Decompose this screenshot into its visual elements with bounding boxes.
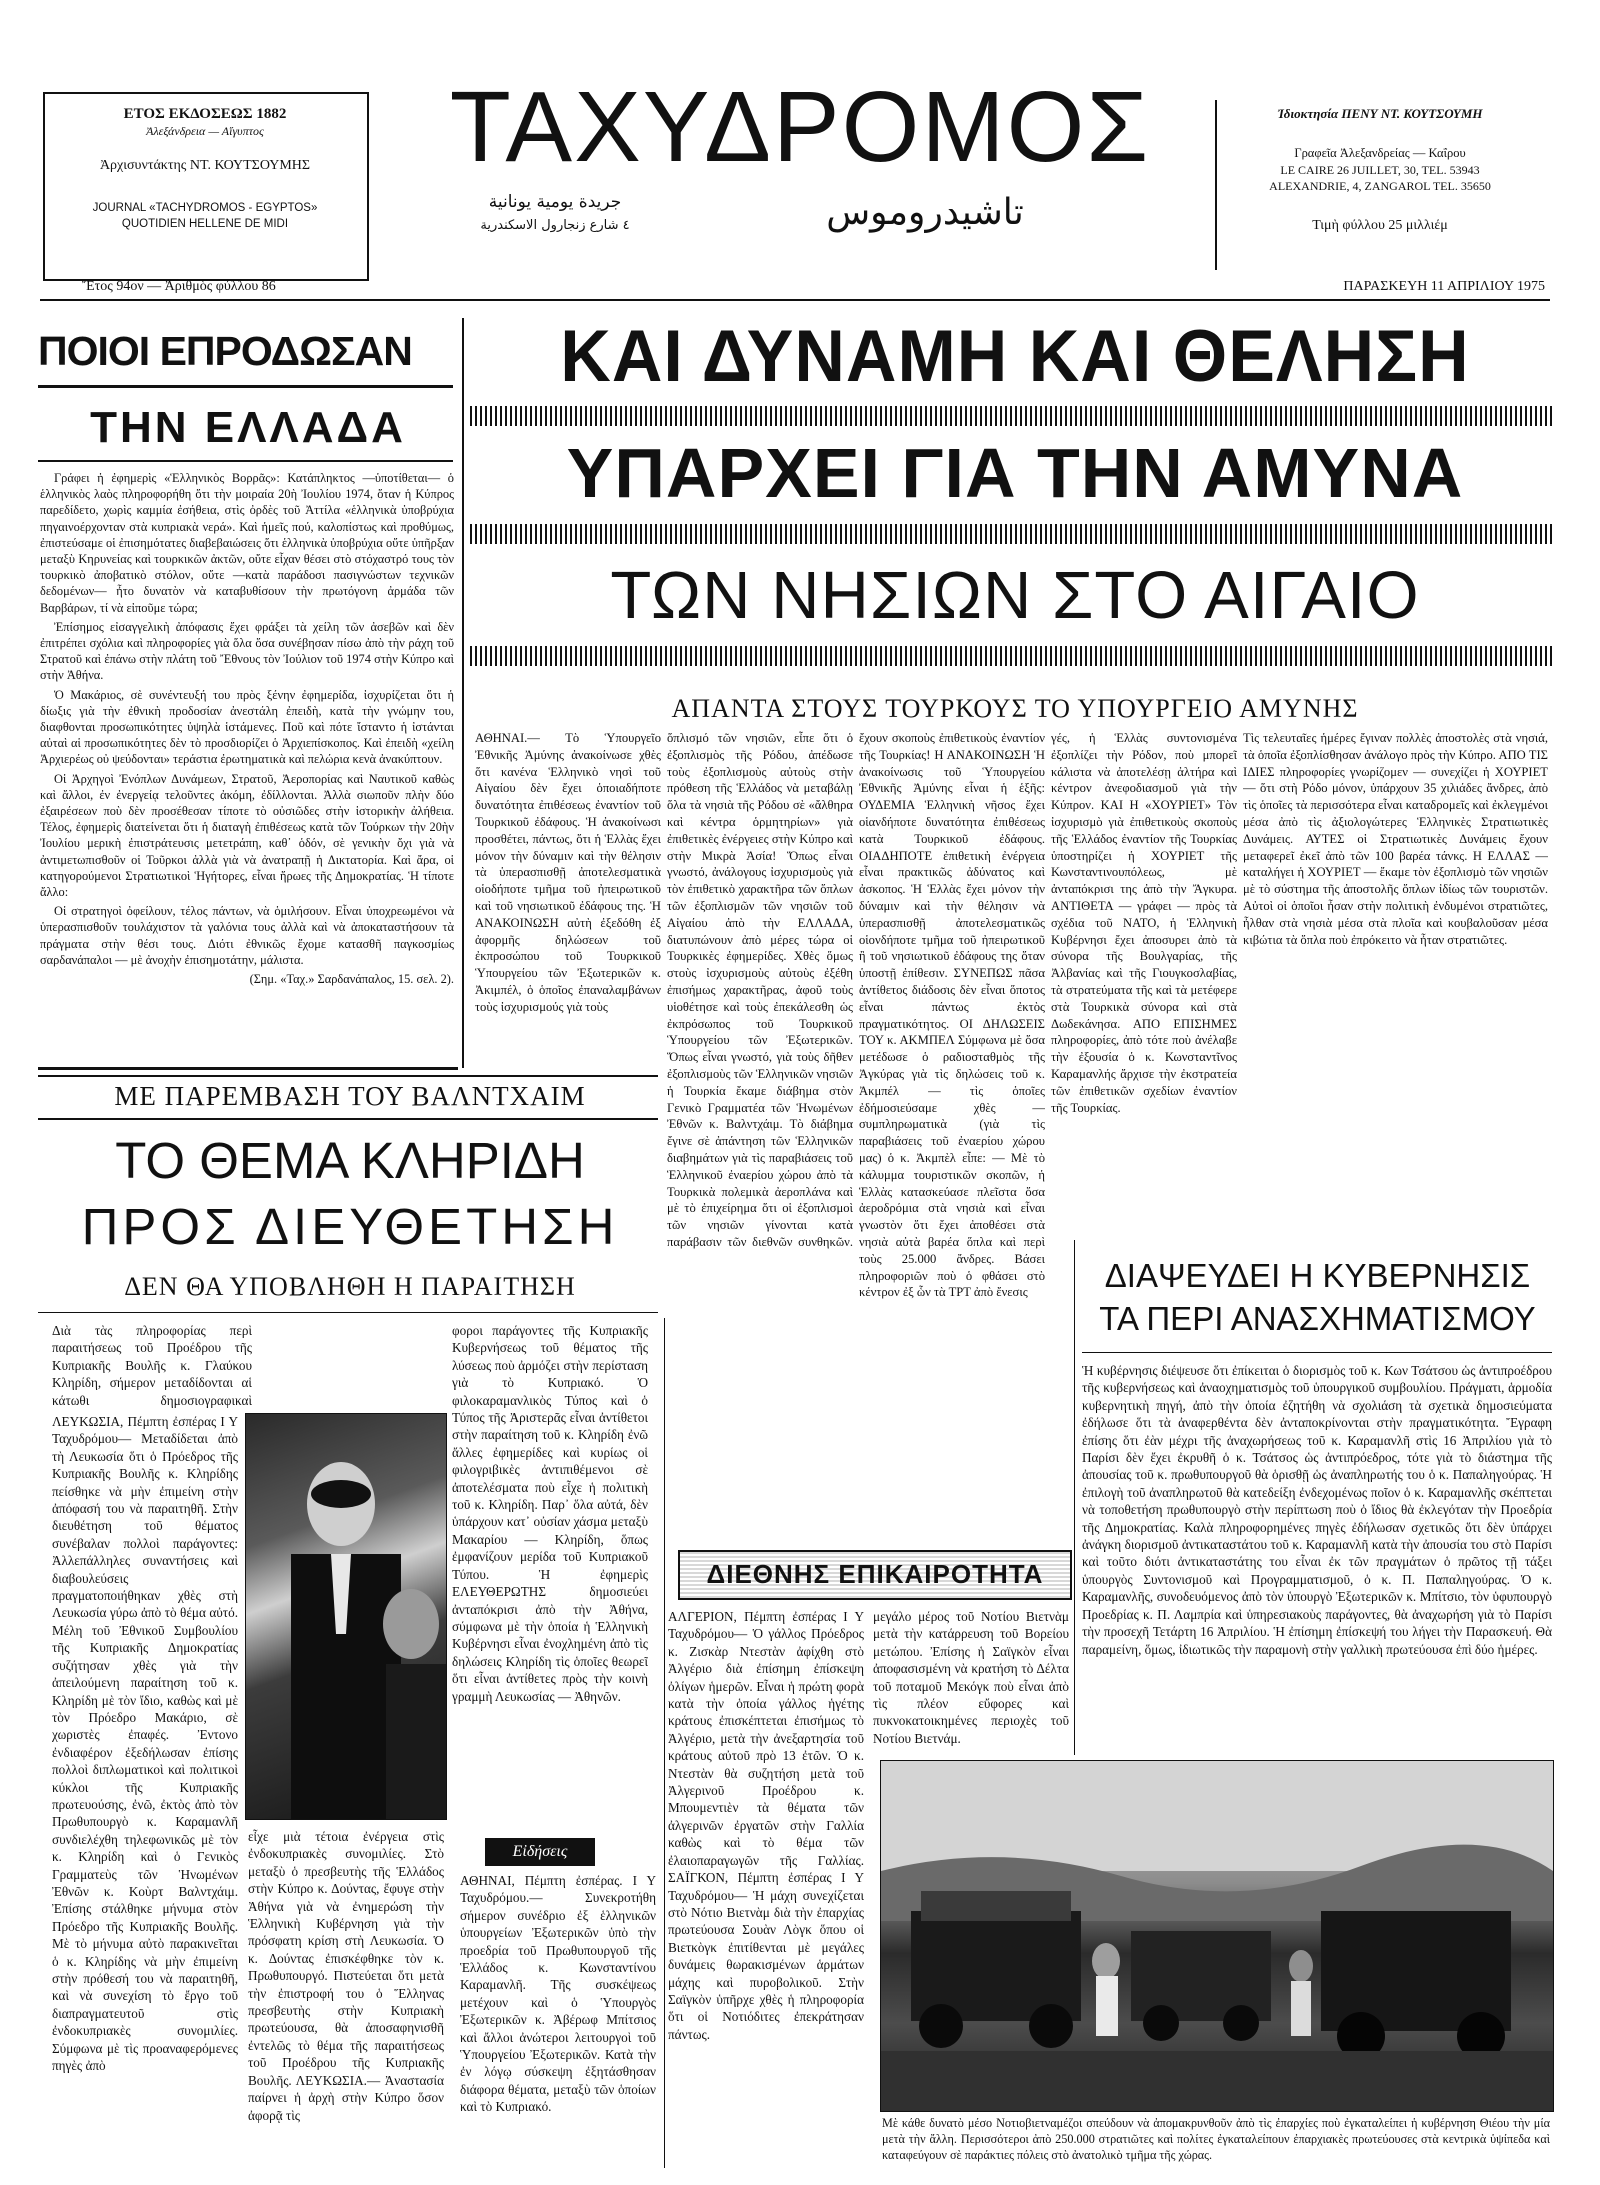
main-story-col-1: ΑΘΗΝΑΙ.— Τὸ Ὑπουργεῖο Ἐθνικῆς Ἀμύνης ἀνακοίνωσε χθὲς ὅτι κανένα Ἑλληνικὸ νησὶ τοῦ Αἰγαίου δὲν ἔχει ὁποιαδήποτε δυνατότητα ἐπιθέσεως ἐναντίον τοῦ Τουρκικοῦ ἐδάφους. Ἡ ἀνακοίνωσι προσθέτει, πάντως, ὅτι ἡ Ἑλλὰς ἔχει μόνον τὴν δύναμιν καὶ τὴν θέλησιν τὰ ὑπερασπισθῇ ἀποτελεσματικὰ οἱοδήποτε τμῆμα τοῦ ἠπειρωτικοῦ καὶ τοῦ νησιωτικοῦ ἐδάφους της. Ἡ ΑΝΑΚΟΙΝΩΣΗ αὐτὴ ἐξεδόθη ἐξ ἀφορμῆς δηλώσεων τοῦ ἐκπροσώπου τοῦ Τουρκικοῦ Ὑπουργείου τῶν Ἐξωτερικῶν κ. Ἀκιμπέλ, ὁ ὁποῖος ἐπαναλαμβάνων τοὺς ἰσχυρισμούς γιὰ τοὺς [475,731,661,1014]
main-headline-hatch-2 [470,524,1555,544]
refugees-photo-scene [881,1761,1553,2111]
main-headline-line-3: ΤΩΝ ΝΗΣΙΩΝ ΣΤΟ ΑΙΓΑΙΟ [610,558,1420,633]
journal-line-2: QUOTIDIEN HELLENE DE MIDI [121,218,289,230]
klerides-col-a-top [252,1322,442,1412]
main-headline-line-2: ΥΠΑΡΧΕΙ ΓΙΑ ΤΗΝ ΑΜΥΝΑ [566,434,1464,512]
masthead-alexandria: ALEXANDRIE, 4, ZANGAROL TEL. 35650 [1269,179,1491,193]
refugees-photo [880,1760,1554,2112]
left-headline-2: ΤΗΝ ΕΛΛΑΔΑ [90,403,406,452]
masthead-city: Ἀλεξάνδρεια — Αἴγυπτος [146,124,264,138]
masthead-issue: Ἔτος 94ον — Ἀριθμὸς φύλλου 86 [82,279,276,294]
left-story-p1: Γράφει ἡ ἐφημερὶς «Ἑλληνικὸς Βορρᾶς»: Κατάπληκτος —ὑποτίθεται— ὁ ἑλληνικὸς λαὸς πληροφορήθη ὅτι τὴν μοιραία 20ὴ Ἰουλίου 1974, ὅταν ἡ Κύπρος παρεδίδετο, χωρὶς καμμία ἐσήθεια, στὶς ὀρδὲς τοῦ Ἀττίλα «ἑλληνικὰ ὑποβρύχια πηγαινοέρχονταν στὰ κυπριακὰ νερά». Καὶ ἡμεῖς πού, καλοπίστως καὶ προθύμως, ἐπιστεύσαμε οἱ ἐπισημότατες διαβεβαιώσεις ὅτι ἑλληνικὰ ὑποβρύχια οὔτε ὑπῆρξαν μεταξὺ Κηρυνείας καὶ τουρκικῶν ἀκτῶν, οὔτε εἶχαν θέσει στὸ στόχαστρό τους τὸν τουρκικὸ ἀποβατικὸ στόλον, οὔτε —κατὰ παράδοσι πασιγνώστων τεχνικῶν δεδομένων— ἦτο δυνατὸν νὰ καταβυθίσουν τὴν πρωτόγονη ἀρμάδα τῶν Βαρβάρων, τί νὰ εἰποῦμε τώρα; [40,471,454,615]
masthead-price: Τιμὴ φύλλου 25 μιλλιέμ [1312,218,1448,233]
world-news-col-a: ΑΛΓΕΡΙΟΝ, Πέμπτη ἐσπέρας Ι Υ Ταχυδρόμου— Ὁ γάλλος Πρόεδρος κ. Ζισκὰρ Ντεστὰν ἀφίχθη στὸ Ἀλγέριο διὰ ἐπίσημη ἐπίσκεψη ὀλίγων ἡμερῶν. Εἶναι ἡ πρώτη φορὰ κατὰ τὴν ὁποία γάλλος ἡγέτης κράτους ἐπισκέπτεται ἐπισήμως τὸ Ἀλγέριο, μετὰ τὴν ἀνεξαρτησία τοῦ κράτους αὐτοῦ πρὸ 13 ἐτῶν. Ὁ κ. Ντεστὰν θὰ συζητήση μετὰ τοῦ Ἀλγερινοῦ Προέδρου κ. Μπουμεντιὲν τὰ θέματα τῶν ἀλγερινῶν ἐργατῶν στὴν Γαλλία καθὼς καὶ τὸ θέμα τῶν ἐλαιοπαραγωγῶν τῆς Γαλλίας. ΣΑΪΓΚΟΝ, Πέμπτη ἐσπέρας Ι Υ Ταχυδρόμου— Ἡ μάχη συνεχίζεται στὸ Νότιο Βιετνὰμ διὰ τὴν ἐπαρχίας πρωτεύουσα Σουὰν Λὸγκ ὅπου οἱ Βιετκὸγκ ἐπιτίθενται μὲ μεγάλες δυνάμεις θωρακισμένων ἁρμάτων μάχης καὶ πυροβολικοῦ. Στὴν Σαϊγκὸν ὑπῆρχε χθὲς ἡ πληροφορία ὅτι οἱ Νοτιόδιτες ἐπεκράτησαν πάντως. [668,1609,864,2042]
main-story-col-3: ἔχουν σκοποὺς ἐπιθετικοὺς ἐναντίον τῆς Τουρκίας! Η ΑΝΑΚΟΙΝΩΣΗ Ἡ ἀνακοίνωσις τοῦ Ὑπουργείου Ἐθνικῆς Ἀμύνης εἶναι ἡ ἑξῆς: ΟΥΔΕΜΙΑ Ἑλληνικὴ νῆσος ἔχει οἱανδήποτε δυνατότητα ἐπιθέσεως κατὰ Τουρκικοῦ ἐδάφους. ΟΙΑΔΗΠΟΤΕ ἐπιθετικὴ ἐνέργεια εἶναι πρακτικῶς ἀδύνατος καὶ ἀσκοπος. Ἡ Ἑλλὰς ἔχει μόνον τὴν δύναμιν καὶ τὴν θέλησιν νὰ ὑπερασπισθῇ ἀποτελεσματικῶς οἱονδήποτε τμῆμα τοῦ ἠπειρωτικοῦ ἢ τοῦ νησιωτικοῦ ἐδάφους της ὅταν ὑποστῇ ἐπίθεσιν. ΣΥΝΕΠΩΣ πᾶσα ἀντίθετος διάδοσις δὲν εἶναι ὅποτος εἶναι πάντως ἐκτὸς πραγματικότητος. ΟΙ ΔΗΛΩΣΕΙΣ ΤΟΥ κ. ΑΚΜΠΕΛ Σύμφωνα μὲ ὅσα μετέδωσε ὁ ραδιοσταθμὸς τῆς Ἀγκύρας γιὰ τὶς δηλώσεις τοῦ κ. Ἀκμπέλ — τὶς ὁποῖες ἐδήμοσιεύσαμε χθὲς — συμπληρωματικὰ (γιὰ τὶς παραβιάσεις τοῦ ἐναερίου χώρου μας) ὁ κ. Ἀκμπὲλ εἶπε: — Μὲ τὸ κάλυμμα τουριστικῶν σκοπῶν, ἡ Ἑλλὰς κατασκεύασε πλεῖστα ὅσα ἀεροδρόμια στὰ νησιὰ καὶ εἶναι γνωστὸν ὅτι ἔχει ἀποθέσει στὰ νησιὰ αὐτὰ βαρέα ὅπλα καὶ περὶ τοὺς 25.000 ἄνδρες. Βάσει πληροφοριῶν ποὺ ὁ φθάσει στὸ κέντρον ἐξ ὧν τὰ ΤΡΤ ἀπὸ ἔνεσις [859,731,1045,1300]
arabic-title: تاشيدروموس [826,192,1024,233]
arabic-subtitle-2: ٤ شارع زنجارول الاسكندرية [480,218,630,233]
masthead-owner: Ἰδιοκτησία ΠΕΝΥ ΝΤ. ΚΟΥΤΣΟΥΜΗ [1277,106,1483,121]
main-story-col-2: ὅπλισμό τῶν νησιῶν, εἶπε ὅτι ὁ ἐξοπλισμὸς τῆς Ρόδου, ἀπέδωσε τοὺς ἐξοπλισμοὺς αὐτοὺς στὴν πρόθεση τῆς Ἑλλάδος νὰ μεταβάλῃ ὅλα τὰ νησιὰ τῆς Ρόδου σὲ «ἄλθηρα καὶ κέντρα ὁρμητηρίων» γιὰ ἐπιθετικὲς ἐνέργειες στὴν Κύπρο καὶ στὴν Μικρὰ Ἀσία! Ὅπως εἶναι γνωστό, ἀνάλογους ἰσχυρισμοὺς γιὰ τὸν ἐπιθετικὸ χαρακτῆρα τῶν ὅπλων τῶν ἐξοπλισμῶν τῶν νησιῶν τοῦ Αἰγαίου ἀπὸ τὴν ΕΛΛΑΔΑ, διατυπώνουν ἀπὸ μέρες τώρα οἱ Τουρκικὲς ἐφημερίδες. Χθὲς ὅμως στοὺς ἰσχυρισμοὺς αὐτοὺς ἐξέθη ἐπισήμως χαρακτῆρας, ἀφοῦ τοὺς υἱοθέτησε καὶ τοὺς ἐπεκάλεσθη ὡς ἐκπρόσωπος τοῦ Τουρκικοῦ Ὑπουργείου τῶν Ἐξωτερικῶν. Ὅπως εἶναι γνωστό, γιὰ τοὺς δῆθεν ἐξοπλισμοὺς τῶν Ἑλληνικῶν νησιῶν ἡ Τουρκία ἔκαμε διάβημα στὸν Γενικὸ Γραμματέα τῶν Ἡνωμένων Ἐθνῶν κ. Βαλντχάιμ. Τὸ διάβημα ἔγινε σὲ ἀπάντηση τῶν Ἑλληνικῶν διαβημάτων γιὰ τὶς παραβιάσεις τοῦ Ἑλληνικοῦ ἐναερίου χώρου ἀπὸ τὰ Τουρκικὰ πολεμικὰ ἀεροπλάνα καὶ μὲ τὸ ἐπιχείρημα ὅτι οἱ ἐξοπλισμοὶ τῶν νησιῶν γίνονται κατὰ παράβασιν τῶν διεθνῶν συνθηκῶν. [667,731,853,1249]
klerides-top-rule [38,1075,658,1077]
left-story-body [40,470,454,1060]
photo-caption: Μὲ κάθε δυνατὸ μέσο Νοτιοβιετναμέζοι σπεύδουν νὰ ἀπομακρυνθοῦν ἀπὸ τὶς ἐπαρχίες ποὺ ἐγκαταλείπει ἡ κυβέρνηση Θιέου τὴν μία μετὰ τὴν ἄλλη. Περισσότεροι ἀπὸ 250.000 στρατιῶτες καὶ πολίτες ἐγκαταλείπουν ἐπαρχιακὲς πρωτεύουσες στὰ κεντρικὰ ὑψίπεδα καὶ καταφεύγουν σὲ παράκτιες πόλεις στὸ ἀνατολικὸ τμῆμα τῆς χώρας. [882,2116,1550,2162]
left-story-bottom-rule [38,1067,458,1070]
klerides-photo [245,1413,447,1820]
klerides-kicker: ΜΕ ΠΑΡΕΜΒΑΣΗ ΤΟΥ ΒΑΛΝΤΧΑΙΜ [114,1081,586,1111]
col-rule-1 [664,1318,665,2168]
left-story-source: (Σημ. «Ταχ.» Σαρδανάπαλος, 15. σελ. 2). [249,972,454,987]
left-headline-1: ΠΟΙΟΙ ΕΠΡΟΔΩΣΑΝ [38,328,412,374]
masthead-right-rule [1215,100,1217,270]
left-headline-rule-2 [38,460,453,462]
world-news-label: ΔΙΕΘΝΗΣ ΕΠΙΚΑΙΡΟΤΗΤΑ [706,1559,1044,1589]
left-story-p2: Ἐπίσημος εἰσαγγελικὴ ἀπόφασις ἔχει φράξει τὰ χείλη τῶν ἀσεβῶν καὶ δὲν ἐπιτρέπει σχόλια καὶ πληροφορίες γιὰ ὅλα ὅσα συνέβησαν πίσω ἀπὸ τὴν ράχη τοῦ Στρατοῦ καὶ ἐπάνω στὴν πλάτη τοῦ Ἔθνους τὸν Ἰούλιον τοῦ 1974 στὴν Κύπρο καὶ στὴν Ἀθήνα. [40,619,454,683]
year-founded: ΕΤΟΣ ΕΚΔΟΣΕΩΣ 1882 [123,106,287,122]
klerides-col-b: εἶχε μιὰ τέτοια ἐνέργεια στὶς ἐνδοκυπριακὲς συνομιλίες. Στὸ μεταξὺ ὁ πρεσβευτὴς τῆς Ἑλλάδος στὴν Κύπρο κ. Δούντας, ἔφυγε στὴν Ἀθήνα γιὰ νὰ ἐνημερώση τὴν Ἑλληνικὴ Κυβέρνηση γιὰ τὴν πρόσφατη κρίση στὴ Λευκωσία. Ὁ κ. Δούντας ἐπισκέφθηκε τὸν κ. Πρωθυπουργό. Πιστεύεται ὅτι μετὰ τὴν ἐπιστροφή του ὁ Ἕλληνας πρεσβευτὴς στὴν Κυπριακὴ πρωτεύουσα, θὰ ἀποσαφηνισθῆ ἐντελῶς τὸ θέμα τῆς παραιτήσεως τοῦ Προέδρου τῆς Κυπριακῆς Βουλῆς. ΛΕΥΚΩΣΙΑ.— Ἀναστασία παίρνει ἡ ἀρχὴ στὴν Κύπρο ὅσον ἀφορᾷ τὶς [248,1829,444,2123]
klerides-sub-rule [38,1312,658,1313]
government-headline-2: ΤΑ ΠΕΡΙ ΑΝΑΣΧΗΜΑΤΙΣΜΟΥ [1099,1300,1536,1337]
klerides-headline-2: ΠΡΟΣ ΔΙΕΥΘΕΤΗΣΗ [81,1198,619,1255]
klerides-subheadline: ΔΕΝ ΘΑ ΥΠΟΒΛΗΘΗ Η ΠΑΡΑΙΤΗΣΗ [124,1272,576,1301]
main-headline-hatch-3 [470,646,1555,666]
klerides-kicker-rule [38,1118,658,1120]
masthead-cairo: LE CAIRE 26 JUILLET, 30, TEL. 53943 [1280,163,1480,177]
klerides-photo-figure [246,1414,446,1819]
government-headline-rule [1082,1352,1552,1353]
world-news-col-b: μεγάλο μέρος τοῦ Νοτίου Βιετνὰμ μετὰ τὴν κατάρρευση τοῦ Βορείου μετώπου. Ἐπίσης ἡ Σαϊγκὸν εἶναι ἀποφασισμένη νὰ κρατήση τὸ Δέλτα τοῦ ποταμοῦ Μεκόγκ ποὺ εἶναι ἀπὸ τὶς πλέον εὔφορες καὶ πυκνοκατοικημένες περιοχὲς τοῦ Νοτίου Βιετνάμ. [873,1609,1069,1746]
government-text: Ἡ κυβέρνησις διέψευσε ὅτι ἐπίκειται ὁ διορισμὸς τοῦ κ. Κων Τσάτσου ὡς ἀντιπροέδρου τῆς κυβερνήσεως καὶ ἀναοχηματισμὸς τοῦ ὑπουργικοῦ συμβουλίου. Πράγματι, ἁρμοδία κυβερνητικὴ πηγή, ἀπὸ τὴν ὁποία ἐζητήθη νὰ σχολιάση τὰ σχετικὰ δημοσιεύματα ἐδήλωσε ὅτι τὰ ἀναφερθέντα δὲν ἀνταποκρίνονται στὴν πραγματικότητα. Ἔγραφη ἐπίσης ὅτι ἐὰν μέχρι τῆς ἀναχωρήσεως τοῦ κ. Καραμανλῆ στὶς 16 Ἀπριλίου γιὰ τὸ Παρίσι δὲν ἔχει ἐκρυθῆ ὁ κ. Τσάτσος ὡς ἀντιπρόεδρος, τότε γιὰ τὸ διάστημα τῆς ἀπουσίας τοῦ κ. πρωθυπουργοῦ θὰ ὁρισθῇ ὡς ἀναπληρωτής του ὁ κ. Παπαληγούρας. Ἡ ἐπιλογὴ τοῦ ἀναπληρωτοῦ θὰ κατεδείξη ἐνδεχομένως ποῖον ὁ κ. Καραμανλῆς σκέπτεται νὰ τοποθετήση πρωθυπουργὸ στὴν περίπτωση ποὺ ὁ ἴδιος θὰ ἐκλεγόταν τὴν Προεδρία τῆς Δημοκρατίας. Καλὰ πληροφορημένες πηγὲς ἐδήλωσαν σχετικῶς ὅτι δὲν ὑπάρχει ἀνάγκη διορισμοῦ ἀντικαταστάτου τοῦ κ. Καραμανλῆ κατὰ τὴν ἀπουσία του στὸ Παρίσι καὶ τοῦτο διότι ἀντικαταστάτης του εἶναι ἐκ τῶν πραγμάτων ὁ πρῶτος τῇ τάξει ὑπουργὸς Συντονισμοῦ καὶ Προγραμματισμοῦ, ὁ κ. Π. Παπαληγούρας. Ὁ κ. Καραμανλῆς, συνοδευόμενος ἀπὸ τὸν ὑπουργὸ Ἐξωτερικῶν κ. Μπίτσιο, τὸν ὑφυπουργὸ Προεδρίας κ. Π. Λαμπρία καὶ ὑπηρεσιακοὺς παράγοντες, θὰ ἀναχωρήση γιὰ τὸ Παρίσι τὴν προσεχῆ Τετάρτη 16 Ἀπριλίου. Ἡ ἐπίσημη ἐπίσκεψή του λήγει τὴν Παρασκευή. Θὰ παραμείνη, ὅμως, ἰδιωτικῶς τὴν παραμονὴ στὴν γαλλικὴ πρωτεύουσα ἐπὶ δύο ἡμέρες. [1082,1363,1552,1657]
main-story-col-5: Τὶς τελευταῖες ἡμέρες ἔγιναν πολλὲς ἀποστολὲς στὰ νησιά, τὰ ὁποῖα ἐξοπλίσθησαν ἀνάλογο πρὸς τὴν Κύπρο. ΑΠΟ ΤΙΣ ΙΔΙΕΣ πληροφορίες γνωρίζομεν — συνεχίζει ἡ ΧΟΥΡΙΕΤ — ὅτι στὴ Ρόδο μόνον, ὑπάρχουν 35 χιλιάδες ἄνδρες, ἀπὸ τὶς ὁποῖες τὰ περισσότερα εἶναι καταδρομεῖς καὶ ἐκλεγμένοι μέσα ἀπὸ τὶς ἀξιολογώτερες Ἑλληνικὲς Στρατιωτικὲς Δυνάμεις. ΑΥΤΕΣ οἱ Στρατιωτικὲς Δυνάμεις ἔχουν μεταφερεῖ ἐκεῖ ἀπὸ τῶν 100 βαρέα τάνκς. Η ΕΛΛΑΣ — καταλήγει ἡ ΧΟΥΡΙΕΤ — ἔκαμε τὸν ἐξοπλισμὸ τῶν νησιῶν μὲ τὸ σύστημα τῆς ἀποστολῆς ὅπλων ἰδίως τῶν τουριστῶν. Αὐτοὶ οἱ ὁποῖοι ἦσαν στὴν πολιτικὴ ἐνδυμένοι στρατιῶτες, ἦλθαν στὰ νησιὰ μέσα στὰ πλοῖα καὶ κουβαλοῦσαν μέσα κιβώτια τὰ ὅπλα ποὺ ἐπρόκειτο νὰ ἦταν στρατιῶτες. [1243,731,1548,947]
main-story-col-4: γές, ἡ Ἑλλὰς συντονισμένα ἐξοπλίζει τὴν Ρόδον, ποὺ μπορεῖ κάλιστα νὰ ἀποτελέσῃ ἀλτήρα καὶ κέντρον ἀνεφοδιασμοῦ γιὰ τὴν Κύπρον. ΚΑΙ Η «ΧΟΥΡΙΕΤ» Τὸν ἰσχυρισμὸ γιὰ ἐπιθετικοὺς σκοποὺς τῆς Ἑλλάδος ἐναντίον τῆς Τουρκίας ὑποστηρίζει ἡ ΧΟΥΡΙΕΤ τῆς Κωνσταντινουπόλεως, μὲ ἀνταπόκρισι της ἀπὸ τὴν Ἄγκυρα. ΑΝΤΙΘΕΤΑ — γράφει — πρὸς τὰ σχέδια τοῦ ΝΑΤΟ, ἡ Ἑλληνικὴ Κυβέρνησι ἔχει ἀποσυρει ἀπὸ τὰ σύνορα τῆς Βουλγαρίας, τῆς Ἀλβανίας καὶ τῆς Γιουγκοσλαβίας, τὰ στρατεύματα τῆς καὶ τὰ μετέφερε στὰ Τουρκικὰ σύνορα καὶ στὰ Δωδεκάνησα. ΑΠΟ ΕΠΙΣΗΜΕΣ πληροφορίες, ἀπὸ τότε ποὺ ἀνέλαβε τὴν ἐξουσία ὁ κ. Κωνσταντῖνος Καραμανλής ἄρχισε τὴν ἐκστρατεία τῶν ἐπιθετικῶν σχεδίων ἐναντίον τῆς Τουρκίας. [1051,731,1237,1115]
left-headline-rule [38,385,453,388]
masthead-date: ΠΑΡΑΣΚΕΥΗ 11 ΑΠΡΙΛΙΟΥ 1975 [1343,279,1545,294]
main-headline-line-1: ΚΑΙ ΔΥΝΑΜΗ ΚΑΙ ΘΕΛΗΣΗ [560,315,1470,397]
main-subheadline: ΑΠΑΝΤΑ ΣΤΟΥΣ ΤΟΥΡΚΟΥΣ ΤΟ ΥΠΟΥΡΓΕΙΟ ΑΜΥΝΗΣ [671,694,1359,723]
arabic-subtitle-1: جريدة يومية يونانية [488,192,622,212]
klerides-col-c: φοροι παράγοντες τῆς Κυπριακῆς Κυβερνήσεως τοῦ θέματος τῆς λύσεως ποὺ ἀρμόζει στὴν περίσταση γιὰ τὸ Κυπριακό. Ὁ φιλοκαραμανλικὸς Τύπος καὶ ὁ Τύπος τῆς Ἀριστερᾶς εἶναι ἀντίθετοι στὴν παραίτηση τοῦ κ. Κληρίδη ἐνῶ ἄλλες ἐφημερίδες καὶ κυρίως οἱ φιλογριβικὲς ἀντιπιθέμενοι σὲ ἀποτελέσματα ποὺ εἶχε ἡ πολιτικὴ τοῦ κ. Κληρίδη. Παρ᾽ ὅλα αὐτά, δὲν ὑπάρχουν κατ᾽ οὐσίαν χάσμα μεταξὺ Μακαρίου — Κληρίδη, ὅπως ἐμφανίζουν μερίδα τοῦ Κυπριακοῦ Τύπου. Ἡ ἐφημερὶς ΕΛΕΥΘΕΡΩΤΗΣ δημοσιεύει ἀνταπόκρισι ἀπὸ τὴν Ἀθήνα, σύμφωνα μὲ τὴν ὁποία ἡ Ἑλληνικὴ Κυβέρνησι εἶναι ἐνοχλημένη ἀπὸ τὶς δηλώσεις Κληρίδη τὶς ὁποῖες θεωρεῖ ὅτι εἶναι ἀντίθετες πρὸς τὴν κοινὴ γραμμὴ Λευκωσίας — Ἀθηνῶν. [452,1323,648,1704]
main-headline-hatch-1 [470,406,1555,426]
left-story-p4: Οἱ Ἀρχηγοὶ Ἐνόπλων Δυνάμεων, Στρατοῦ, Ἀεροπορίας καὶ Ναυτικοῦ καθὼς καὶ ἄλλοι, ἐν ἐνεργείᾳ τελοῦντες ἀκόμη, ἐδίλλονται. Ἀλλὰ σιωποῦν πλὴν δύο ἐξαιρέσεων ποὺ δὲν προσέθεσαν τίποτε τὸ οὐσιῶδες στὴν ἱστορικὴν ἀλήθεια. Τέλος, ἐφημερὶς διατείνεται ὅτι ἡ διαταγὴ ἐπιθέσεως κατὰ τῶν Τούρκων τὴν 20ὴν Ἰουλίου μερικὴ ἐπιστράτευσις μετετράπη, καθ᾽ ὁδόν, σὲ γενικὴν ὄχι γιὰ νὰ ἀντιμετωπισθοῦν οἱ Τοῦρκοι ἀλλὰ γιὰ νὰ ἀνατραπῇ ἡ Δικτατορία. Καὶ ἄρα, οἱ κατηγορούμενοι Στρατιωτικοὶ Ἡγήτορες, εἶναι ἥρωες τῆς Δημοκρατίας. Ἡ τίποτε ἄλλο: [40,771,454,900]
masthead-bottom-rule [40,299,1550,301]
short-note-header: Εἰδήσεις [485,1838,595,1866]
left-story-p5: Οἱ στρατηγοὶ ὀφείλουν, τέλος πάντων, νὰ ὁμιλήσουν. Εἶναι ὑποχρεωμένοι νὰ ὑπερασπισθοῦν τουλάχιστον τὰ γαλόνια τους ἀλλὰ καὶ νὰ ἀποκαταστήσουν τὰ πράγματα στὴν θέσι τους. Διότι ἐθνικῶς ἔχομε κατασθῆ παγκοσμίως σαρδανάπαλοι — μὲ ἀνοχὴν ἐπισημοτάτην, μάλιστα. [40,904,454,967]
government-headline-1: ΔΙΑΨΕΥΔΕΙ Η ΚΥΒΕΡΝΗΣΙΣ [1104,1257,1531,1294]
klerides-headline-1: ΤΟ ΘΕΜΑ ΚΛΗΡΙΔΗ [115,1132,585,1189]
masthead-founder: Ἀρχισυντάκτης ΝΤ. ΚΟΥΤΣΟΥΜΗΣ [99,158,311,173]
short-note-text: ΑΘΗΝΑΙ, Πέμπτη ἐσπέρας. Ι Υ Ταχυδρόμου.— Συνεκροτήθη σήμερον συνέδριο ἐξ ἑλληνικῶν ὑπουργείων Ἐξωτερικῶν ὑπὸ τὴν προεδρία τοῦ Πρωθυπουργοῦ τῆς Ἑλλάδος κ. Κωνσταντίνου Καραμανλῆ. Τῆς συσκέψεως μετέχουν καὶ ὁ Ὑπουργὸς Ἐξωτερικῶν κ. Ἀβέρωφ Μπίτσιος καὶ ἄλλοι ἀνώτεροι λειτουργοὶ τοῦ Ὑπουργείου Ἐξωτερικῶν. Κατὰ τὴν ἐν λόγῳ σύσκεψη ἐξητάσθησαν διάφορα θέματα, μεταξὺ τῶν ὁποίων καὶ τὸ Κυπριακό. [460,1873,656,2115]
left-story-p3: Ὁ Μακάριος, σὲ συνέντευξή του πρὸς ξένην ἐφημερίδα, ἰσχυρίζεται ὅτι ἡ δίωξις γιὰ τὴν ἐθνικὴ προδοσίαν ἀνεστάλη ἐπειδὴ, κατὰ τὴν γνώμην του, διαφθονται προσωπικότητες ὑψηλὰ ἱστάμενες. Ποῦ καὶ πότε ἴσταντο ἡ ἰστάνται αὐταὶ αἱ προσωπικότητες δὲν τὸ προσδιορίζει ὁ Ἀρχιεπίσκοπος. Καὶ ἐπειδὴ «χείλη Ἀρχιερέως οὐ ψεύδονται» τεράστια ἐρωτηματικὰ καὶ πελώρια κενὰ ἀνακύπτουν. [40,687,454,767]
masthead-offices: Γραφεῖα Ἀλεξανδρείας — Καΐρου [1294,146,1466,160]
journal-line-1: JOURNAL «TACHYDROMOS - EGYPTOS» [92,202,318,214]
col-rule-2 [1074,1240,1075,1755]
newspaper-title: ΤΑΧΥΔΡΟΜΟΣ [449,71,1151,183]
left-column-divider [462,318,464,1068]
klerides-col-a: ΛΕΥΚΩΣΙΑ, Πέμπτη ἐσπέρας Ι Υ Ταχυδρόμου— Μεταδίδεται ἀπὸ τὴ Λευκωσία ὅτι ὁ Πρόεδρος τῆς Κυπριακῆς Βουλῆς κ. Κληρίδης πείσθηκε νὰ μὴν ἐπιμείνη στὴν ἀπόφασή του νὰ παραιτηθῆ. Στὴν διευθέτηση τοῦ θέματος συνέβαλαν πολλοὶ παράγοντες: Ἀλλεπάλληλες συναντήσεις καὶ διαβουλεύσεις πραγματοποιήθηκαν χθὲς στὴ Λευκωσία γύρω ἀπὸ τὸ θέμα αὐτό. Μέλη τοῦ Ἐθνικοῦ Συμβουλίου τῆς Κυπριακῆς Δημοκρατίας συζήτησαν χθὲς γιὰ τὴν ἀπειλούμενη παραίτηση τοῦ κ. Κληρίδη μὲ τὸν ἴδιο, καθὼς καὶ μὲ τὸν Πρόεδρο Μακάριο, σὲ χωριστὲς ἐπαφές. Ἐντονο ἐνδιαφέρον ἐξεδήλωσαν ἐπίσης πολλοὶ διπλωματικοὶ καὶ πολιτικοὶ κύκλοι τῆς Κυπριακῆς πρωτευούσης, ἐνῶ, ἐκτὸς ἀπὸ τὸν Πρωθυπουργὸ κ. Καραμανλῆ συνδιελέχθη τηλεφωνικῶς μὲ τὸν κ. Κληρίδη καὶ ὁ Γενικὸς Γραμματεὺς τῶν Ἡνωμένων Ἐθνῶν κ. Κοὺρτ Βαλντχάιμ. Ἐπίσης στάλθηκε μήνυμα στὸν Πρόεδρο τῆς Κυπριακῆς Βουλῆς. Μὲ τὸ μήνυμα αὐτὸ παρακινεῖται ὁ κ. Κληρίδης νὰ μὴν ἐπιμείνη στὴν πρόθεσή του νὰ παραιτηθῆ, καὶ νὰ συνεχίση τὸ ἔργο τοῦ διαπραγματευτοῦ στὶς ἐνδοκυπριακὲς συνομιλίες. Σύμφωνα μὲ τὶς προαναφερόμενες πηγὲς ἀπὸ [52,1414,238,2074]
klerides-intro: Διὰ τὰς πληροφορίας περὶ παραιτήσεως τοῦ Προέδρου τῆς Κυπριακῆς Βουλῆς κ. Γλαύκου Κληρίδη, σήμερον μεταδίδονται αἱ κάτωθι δημοσιογραφικαὶ [52,1323,252,1408]
